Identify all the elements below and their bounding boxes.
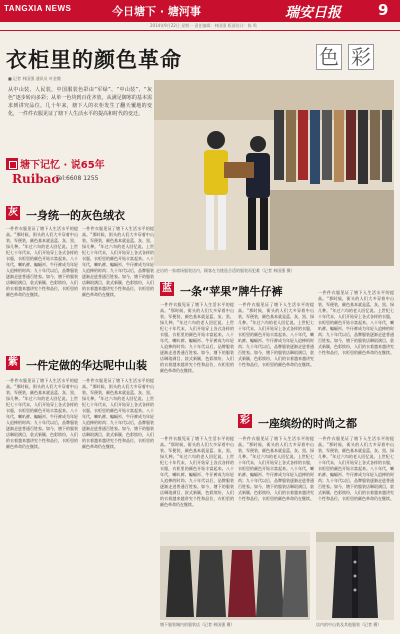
- section-4-icon: 彩: [240, 415, 250, 426]
- article-title: 衣柜里的颜色革命: [6, 48, 182, 72]
- section-heading-4: [238, 414, 388, 430]
- body-col-2c: 一件件衣服见证了塘下人生活水平的提高。“那时候，街头的人们大多穿着中山装、军便装，颜色基本就是蓝、灰、黑、绿几种。”年过六旬的老人回忆说。上世纪七十年代末，人们开始穿上各式各样的衣服，衣柜里的颜色开始丰富起来。八十年代，喇叭裤、蝙蝠衫、牛仔裤成为年轻人追捧的时尚；九十年代以后，品牌服装逐渐走进普通百姓家。如今，塘下的服装店琳琅满目，款式新颖，色彩缤纷，人们的衣着越来越讲究个性和品位，衣柜里的颜色革命仍在继续。: [318, 290, 394, 355]
- section-3-title: 一件定做的华达呢中山装: [26, 359, 147, 372]
- body-col-4b: 一件件衣服见证了塘下人生活水平的提高。“那时候，街头的人们大多穿着中山装、军便装，颜色基本就是蓝、灰、黑、绿几种。”年过六旬的老人回忆说。上世纪七十年代末，人们开始穿上各式各样的衣服，衣柜里的颜色开始丰富起来。八十年代，喇叭裤、蝙蝠衫、牛仔裤成为年轻人追捧的时尚；九十年代以后，品牌服装逐渐走进普通百姓家。如今，塘下的服装店琳琅满目，款式新颖，色彩缤纷，人们的衣着越来越讲究个性和品位，衣柜里的颜色革命仍在继续。: [238, 436, 314, 501]
- section-1-title: 一身统一的灰色绒衣: [26, 209, 125, 222]
- column-box: [6, 156, 122, 188]
- section-4-title: 一座缤纷的时尚之都: [258, 417, 357, 430]
- intro-text: 从中山装、人民装，中国服装色彩由“军绿”、“中山装”、“灰色”逐步转向多彩；从单一色块到百花齐放，从满足御寒的基本需求到讲究品位。几十年来，塘下人的衣柜发生了翻天覆地的变化，一件件衣服见证了塘下人生活水平的提高和时代的变迁。: [8, 87, 152, 117]
- column-logo-icon: [6, 158, 18, 170]
- title-seal-2: 彩: [348, 44, 374, 70]
- photo-left-caption: 塘下服装城内的服装店（记者 林国强 摄）: [160, 622, 235, 627]
- publication-name: 瑞安日报: [285, 5, 341, 21]
- byline: ■ 记者 林国强 通讯员 叶金微: [8, 76, 61, 81]
- section-title: 今日塘下 · 塘河事: [112, 5, 201, 18]
- photo-right: [316, 532, 394, 620]
- column-ename: Ruibao: [12, 172, 60, 186]
- body-col-4a: 一件件衣服见证了塘下人生活水平的提高。“那时候，街头的人们大多穿着中山装、军便装，颜色基本就是蓝、灰、黑、绿几种。”年过六旬的老人回忆说。上世纪七十年代末，人们开始穿上各式各样的衣服，衣柜里的颜色开始丰富起来。八十年代，喇叭裤、蝙蝠衫、牛仔裤成为年轻人追捧的时尚；九十年代以后，品牌服装逐渐走进普通百姓家。如今，塘下的服装店琳琅满目，款式新颖，色彩缤纷，人们的衣着越来越讲究个性和品位，衣柜里的颜色革命仍在继续。: [160, 436, 234, 507]
- photo-right-caption: 店内的中山装及其他服装（记者 摄）: [316, 622, 382, 627]
- site-name: TANGXIA NEWS: [4, 4, 72, 13]
- body-col-3a: 一件件衣服见证了塘下人生活水平的提高。“那时候，街头的人们大多穿着中山装、军便装，颜色基本就是蓝、灰、黑、绿几种。”年过六旬的老人回忆说。上世纪七十年代末，人们开始穿上各式各样的衣服，衣柜里的颜色开始丰富起来。八十年代，喇叭裤、蝙蝠衫、牛仔裤成为年轻人追捧的时尚；九十年代以后，品牌服装逐渐走进普通百姓家。如今，塘下的服装店琳琅满目，款式新颖，色彩缤纷，人们的衣着越来越讲究个性和品位，衣柜里的颜色革命仍在继续。: [6, 378, 78, 449]
- column-title: 塘下记忆 · 说65年: [20, 160, 105, 171]
- photo-left: [160, 532, 310, 620]
- main-photo-caption: 走访的一家商场服装店内，顾客在为挑选合适的服装而犯难（记者 林国强 摄）: [156, 268, 295, 273]
- body-col-1a: 一件件衣服见证了塘下人生活水平的提高。“那时候，街头的人们大多穿着中山装、军便装，颜色基本就是蓝、灰、黑、绿几种。”年过六旬的老人回忆说。上世纪七十年代末，人们开始穿上各式各样的衣服，衣柜里的颜色开始丰富起来。八十年代，喇叭裤、蝙蝠衫、牛仔裤成为年轻人追捧的时尚；九十年代以后，品牌服装逐渐走进普通百姓家。如今，塘下的服装店琳琅满目，款式新颖，色彩缤纷，人们的衣着越来越讲究个性和品位，衣柜里的颜色革命仍在继续。: [6, 226, 78, 297]
- section-3-icon: 紫: [8, 357, 18, 368]
- body-col-3b: 一件件衣服见证了塘下人生活水平的提高。“那时候，街头的人们大多穿着中山装、军便装，颜色基本就是蓝、灰、黑、绿几种。”年过六旬的老人回忆说。上世纪七十年代末，人们开始穿上各式各样的衣服，衣柜里的颜色开始丰富起来。八十年代，喇叭裤、蝙蝠衫、牛仔裤成为年轻人追捧的时尚；九十年代以后，品牌服装逐渐走进普通百姓家。如今，塘下的服装店琳琅满目，款式新颖，色彩缤纷，人们的衣着越来越讲究个性和品位，衣柜里的颜色革命仍在继续。: [82, 378, 154, 449]
- page-header: [0, 0, 400, 22]
- section-heading-3: [6, 356, 156, 372]
- body-col-2b: 一件件衣服见证了塘下人生活水平的提高。“那时候，街头的人们大多穿着中山装、军便装，颜色基本就是蓝、灰、黑、绿几种。”年过六旬的老人回忆说。上世纪七十年代末，人们开始穿上各式各样的衣服，衣柜里的颜色开始丰富起来。八十年代，喇叭裤、蝙蝠衫、牛仔裤成为年轻人追捧的时尚；九十年代以后，品牌服装逐渐走进普通百姓家。如今，塘下的服装店琳琅满目，款式新颖，色彩缤纷，人们的衣着越来越讲究个性和品位，衣柜里的颜色革命仍在继续。: [238, 302, 314, 367]
- section-1-icon: 灰: [8, 207, 18, 218]
- section-2-title: 一条“苹果”牌牛仔裤: [180, 285, 283, 298]
- page-number: 9: [378, 1, 389, 19]
- section-heading-1: [6, 206, 146, 222]
- column-tel: Tel:6608 1255: [56, 175, 99, 182]
- dateline: 2014年9月22日 星期一 责任编辑：林国强 版面设计：陈 鸣: [150, 23, 257, 28]
- body-col-1b: 一件件衣服见证了塘下人生活水平的提高。“那时候，街头的人们大多穿着中山装、军便装，颜色基本就是蓝、灰、黑、绿几种。”年过六旬的老人回忆说。上世纪七十年代末，人们开始穿上各式各样的衣服，衣柜里的颜色开始丰富起来。八十年代，喇叭裤、蝙蝠衫、牛仔裤成为年轻人追捧的时尚；九十年代以后，品牌服装逐渐走进普通百姓家。如今，塘下的服装店琳琅满目，款式新颖，色彩缤纷，人们的衣着越来越讲究个性和品位，衣柜里的颜色革命仍在继续。: [82, 226, 154, 297]
- main-photo: [154, 80, 394, 266]
- title-seal-1: 色: [316, 44, 342, 70]
- header-divider: [0, 30, 400, 31]
- section-2-icon: 蓝: [162, 283, 172, 294]
- body-col-2a: 一件件衣服见证了塘下人生活水平的提高。“那时候，街头的人们大多穿着中山装、军便装，颜色基本就是蓝、灰、黑、绿几种。”年过六旬的老人回忆说。上世纪七十年代末，人们开始穿上各式各样的衣服，衣柜里的颜色开始丰富起来。八十年代，喇叭裤、蝙蝠衫、牛仔裤成为年轻人追捧的时尚；九十年代以后，品牌服装逐渐走进普通百姓家。如今，塘下的服装店琳琅满目，款式新颖，色彩缤纷，人们的衣着越来越讲究个性和品位，衣柜里的颜色革命仍在继续。: [160, 302, 234, 373]
- body-col-4c: 一件件衣服见证了塘下人生活水平的提高。“那时候，街头的人们大多穿着中山装、军便装，颜色基本就是蓝、灰、黑、绿几种。”年过六旬的老人回忆说。上世纪七十年代末，人们开始穿上各式各样的衣服，衣柜里的颜色开始丰富起来。八十年代，喇叭裤、蝙蝠衫、牛仔裤成为年轻人追捧的时尚；九十年代以后，品牌服装逐渐走进普通百姓家。如今，塘下的服装店琳琅满目，款式新颖，色彩缤纷，人们的衣着越来越讲究个性和品位，衣柜里的颜色革命仍在继续。: [318, 436, 394, 501]
